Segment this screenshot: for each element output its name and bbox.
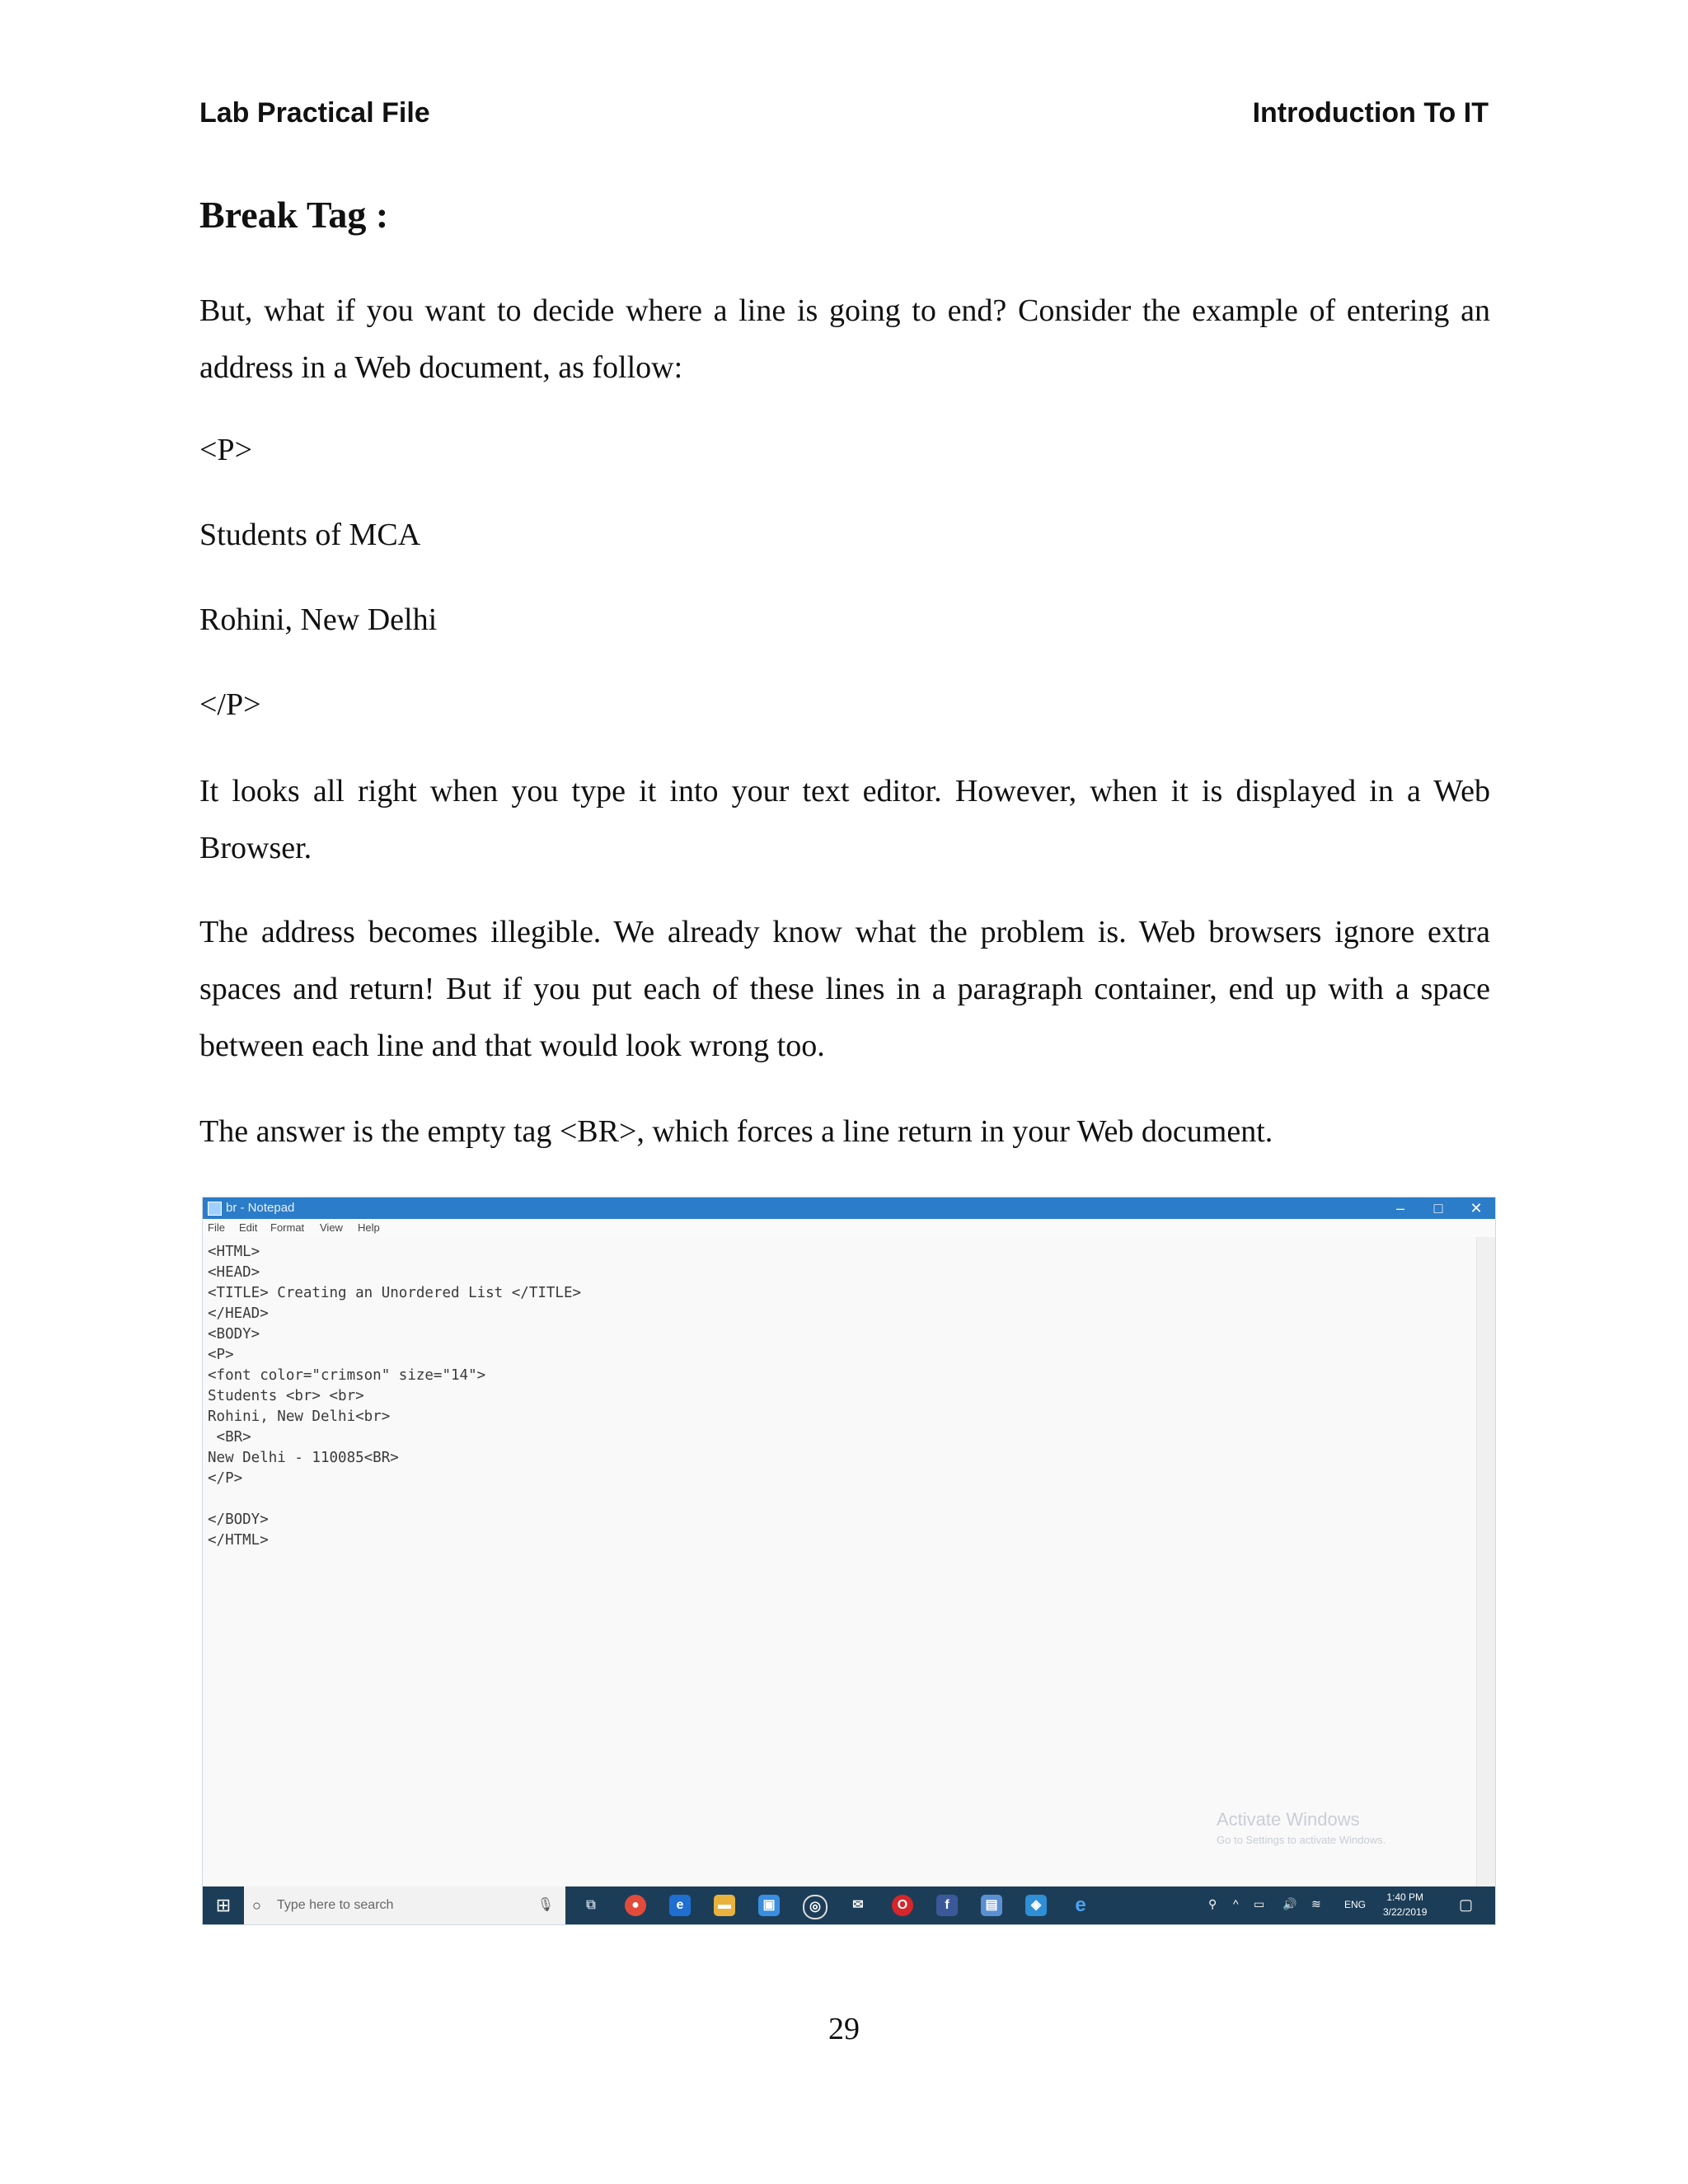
- menu-help[interactable]: Help: [358, 1221, 380, 1234]
- maximize-button[interactable]: □: [1433, 1200, 1443, 1216]
- text-editor-area[interactable]: [203, 1237, 1477, 1893]
- windows-start-icon[interactable]: ⊞: [215, 1895, 232, 1915]
- facebook-icon[interactable]: f: [936, 1895, 958, 1916]
- close-button[interactable]: ✕: [1470, 1200, 1483, 1216]
- language-indicator[interactable]: ENG: [1344, 1899, 1367, 1910]
- paragraph-editor: It looks all right when you type it into your text editor. However, when it is displayed in a Web Browser.: [199, 774, 1490, 865]
- battery-icon[interactable]: ▭: [1254, 1897, 1265, 1910]
- internet-explorer-icon[interactable]: e: [1070, 1895, 1091, 1916]
- clock-date: 3/22/2019: [1383, 1906, 1428, 1918]
- running-header-left: Lab Practical File: [199, 97, 430, 129]
- search-placeholder: Type here to search: [277, 1898, 394, 1912]
- opera-icon[interactable]: O: [892, 1895, 913, 1916]
- paragraph-problem: The address becomes illegible. We already know what the problem is. Web browsers ignore extra spaces and return! But if you put each of these lines in a paragraph container, end up with a space between each line and that would look wrong too.: [199, 915, 1490, 1063]
- microphone-icon[interactable]: 🎙: [537, 1898, 554, 1912]
- mail-icon[interactable]: ✉: [847, 1895, 869, 1916]
- edge-icon[interactable]: e: [669, 1895, 691, 1916]
- paragraph-answer: The answer is the empty tag <BR>, which forces a line return in your Web document.: [199, 1114, 1273, 1149]
- window-titlebar: [203, 1197, 1495, 1219]
- wifi-icon[interactable]: ≋: [1311, 1897, 1321, 1910]
- menu-format[interactable]: Format: [270, 1221, 305, 1234]
- notepad-taskbar-icon[interactable]: ▤: [981, 1895, 1002, 1916]
- volume-icon[interactable]: 🔊: [1282, 1897, 1297, 1910]
- address-line-1: Students of MCA: [199, 518, 421, 552]
- menu-file[interactable]: File: [208, 1221, 225, 1234]
- menu-bar: [203, 1219, 1495, 1237]
- watermark-title: Activate Windows: [1217, 1809, 1360, 1830]
- task-view-icon[interactable]: ⧉: [580, 1895, 602, 1916]
- watermark-subtitle: Go to Settings to activate Windows.: [1217, 1834, 1386, 1846]
- file-explorer-icon[interactable]: ▬: [714, 1895, 735, 1916]
- chrome-icon[interactable]: ●: [625, 1895, 646, 1916]
- notification-icon[interactable]: ▢: [1459, 1896, 1474, 1913]
- address-line-2: Rohini, New Delhi: [199, 602, 438, 637]
- search-icon: ○: [252, 1897, 261, 1914]
- minimize-button[interactable]: –: [1395, 1200, 1404, 1216]
- menu-edit[interactable]: Edit: [239, 1221, 258, 1234]
- notepad-screenshot: [202, 1197, 1496, 1925]
- code-close-tag: </P>: [199, 687, 261, 722]
- windows-taskbar: [203, 1886, 1495, 1924]
- chevron-up-icon[interactable]: ^: [1233, 1897, 1239, 1910]
- notepad-icon: [208, 1202, 222, 1216]
- activate-windows-watermark: [1217, 1809, 1386, 1846]
- clock-time: 1:40 PM: [1386, 1891, 1424, 1903]
- window-title: br - Notepad: [226, 1201, 295, 1215]
- code-open-tag: <P>: [199, 433, 252, 467]
- app-icon[interactable]: ◈: [1025, 1895, 1047, 1916]
- store-icon[interactable]: ▣: [758, 1895, 780, 1916]
- taskbar-search-box[interactable]: [244, 1886, 565, 1924]
- menu-view[interactable]: View: [320, 1221, 343, 1234]
- page-number: 29: [828, 2012, 860, 2046]
- paragraph-intro: But, what if you want to decide where a line is going to end? Consider the example of entering an address in a Web document, as follow:: [199, 293, 1490, 385]
- taskbar-clock[interactable]: [1383, 1890, 1427, 1919]
- network-icon[interactable]: ⚲: [1208, 1897, 1217, 1910]
- section-title: Break Tag :: [199, 194, 389, 236]
- html-source-code: <HTML> <HEAD> <TITLE> Creating an Unordered List </TITLE> </HEAD> <BODY> <P> <font color="crimson" size="14"> Students <br> <br> Rohini, New Delhi<br> <BR> New Delhi - 110085<BR> </P> </BODY> </HTML>: [208, 1244, 582, 1549]
- running-header-right: Introduction To IT: [1252, 97, 1489, 129]
- groove-icon[interactable]: ◎: [803, 1895, 828, 1919]
- vertical-scrollbar[interactable]: [1476, 1237, 1495, 1893]
